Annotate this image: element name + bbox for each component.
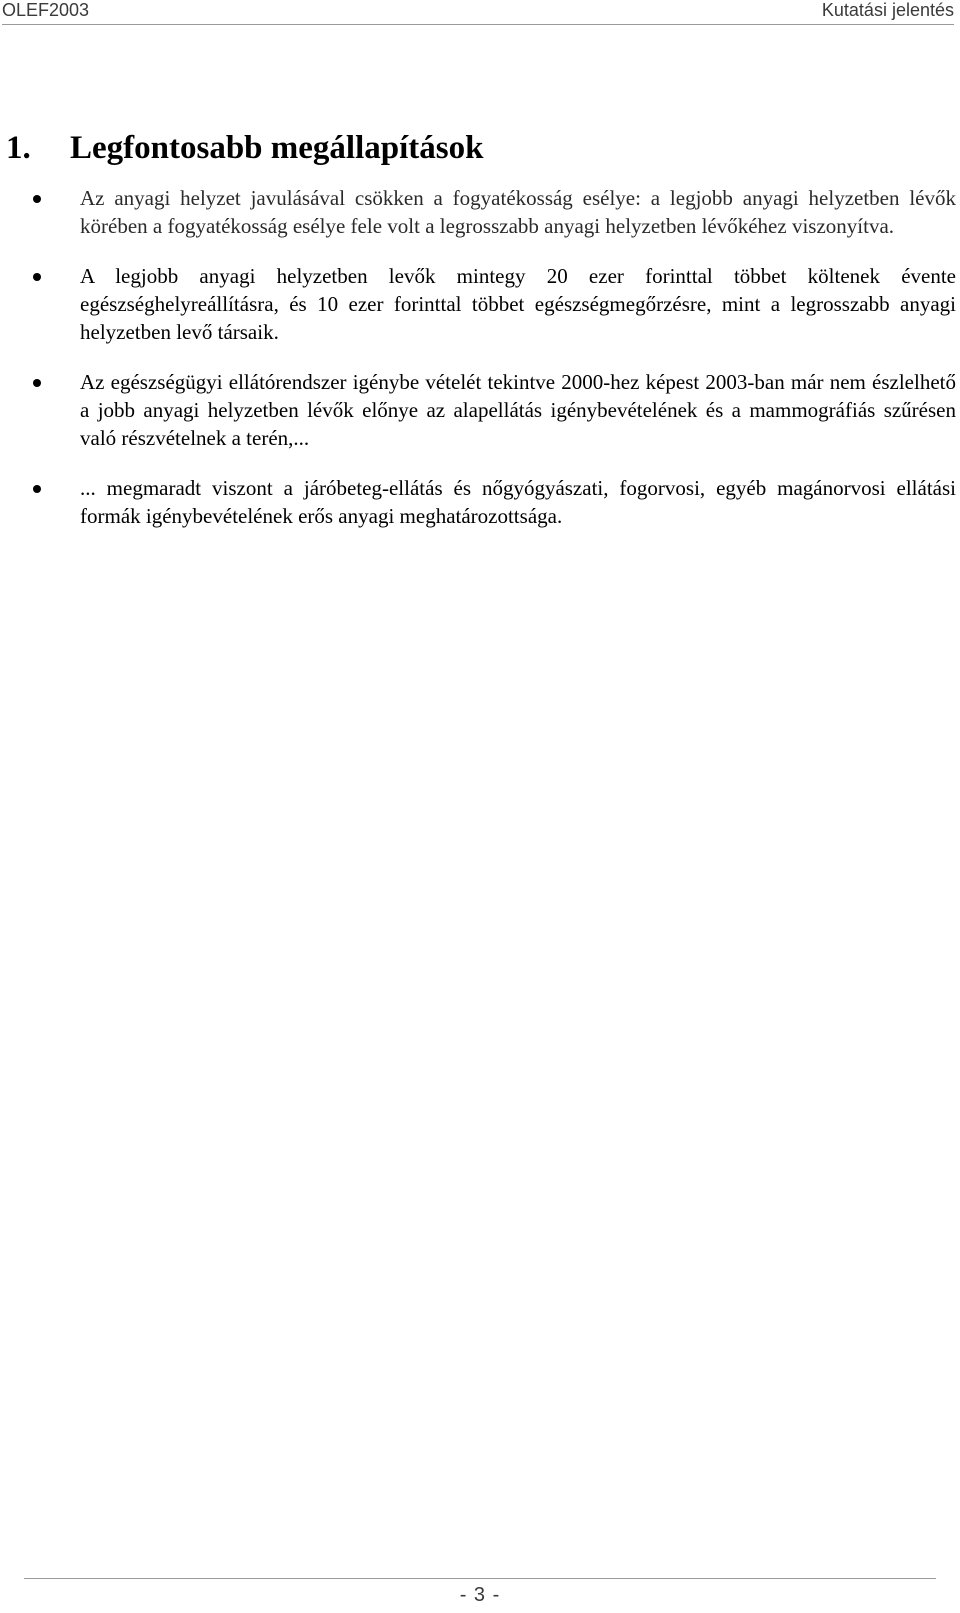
bullet-icon [33,379,41,387]
finding-item [80,474,956,530]
finding-text: ... megmaradt viszont a járóbeteg-ellátás és nőgyógyászati, fogorvosi, egyéb magánorvosi ellátási formák igénybevételének erős anyagi meghatározottsága. [80,476,956,528]
page-number: - 3 - [459,1584,501,1606]
header-document-code: OLEF2003 [2,0,90,20]
section-number: 1. [6,130,31,166]
header-divider [2,24,954,25]
finding-item [80,184,956,240]
bullet-icon [33,273,41,281]
finding-text: Az anyagi helyzet javulásával csökken a fogyatékosság esélye: a legjobb anyagi helyzetben lévők körében a fogyatékosság esélye fele volt a legrosszabb anyagi helyzetben lévőkéhez viszonyítva. [80,186,956,238]
finding-text: A legjobb anyagi helyzetben levők mintegy 20 ezer forinttal többet költenek évente egészséghelyreállításra, és 10 ezer forinttal többet egészségmegőrzésre, mint a legrosszabb anyagi helyzetben levő társaik. [80,264,956,344]
findings-list [80,184,956,552]
section-title: Legfontosabb megállapítások [70,130,484,166]
header-document-type: Kutatási jelentés [821,0,954,20]
finding-item [80,262,956,346]
finding-item [80,368,956,452]
finding-text: Az egészségügyi ellátórendszer igénybe vételét tekintve 2000-hez képest 2003-ban már nem észlelhető a jobb anyagi helyzetben lévők előnye az alapellátás igénybevételének és a mammográfiás szűrésen való részvételnek a terén,... [80,370,956,450]
bullet-icon [33,195,41,203]
bullet-icon [33,485,41,493]
footer-divider [24,1578,936,1579]
section-heading [6,128,483,168]
